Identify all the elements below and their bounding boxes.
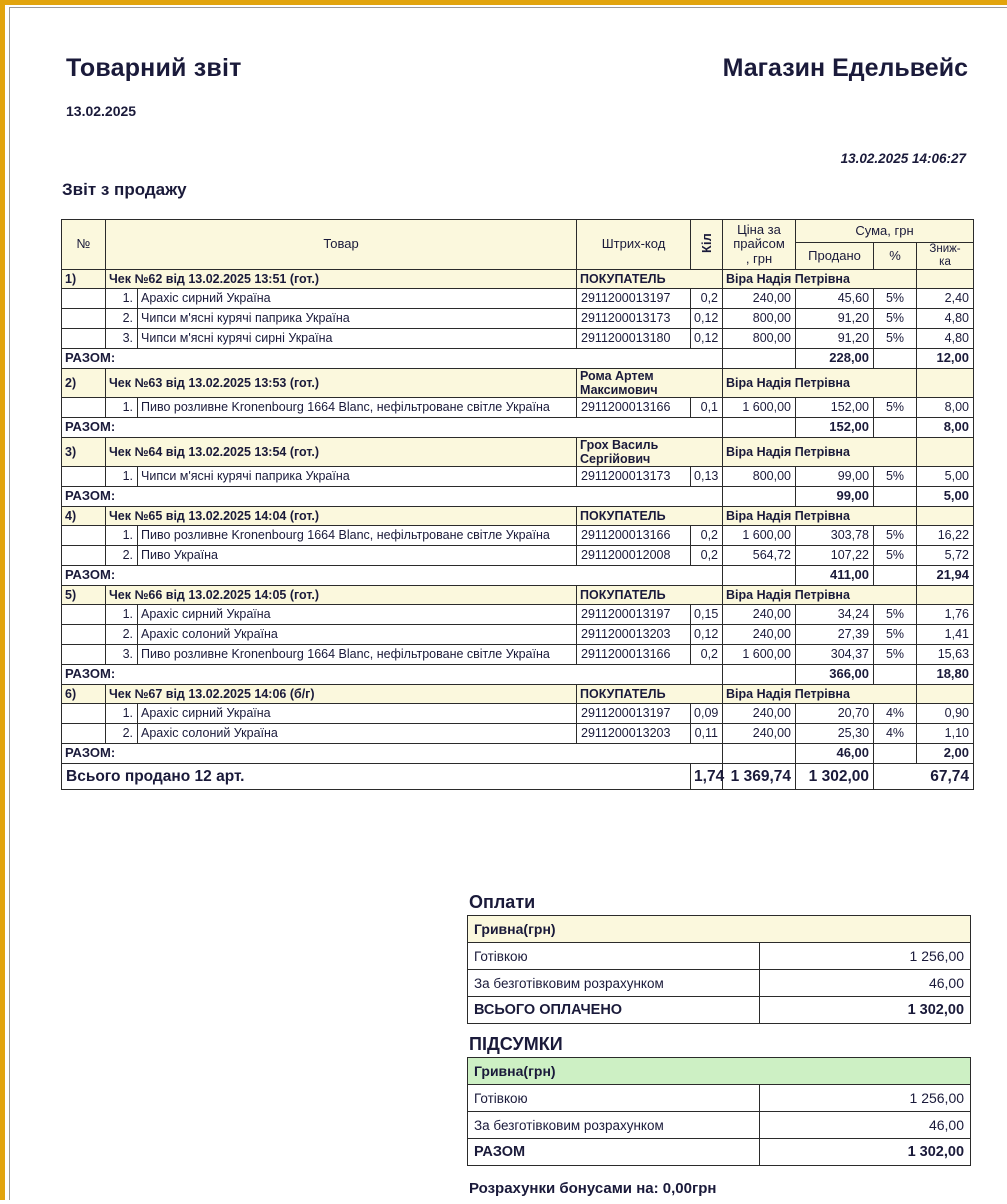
subtotal-price-pad xyxy=(723,348,796,368)
subtotal-pct-pad xyxy=(874,664,917,684)
receipt-customer: ПОКУПАТЕЛЬ xyxy=(577,269,723,288)
item-sold: 304,37 xyxy=(796,644,874,664)
item-qty: 0,12 xyxy=(691,308,723,328)
table-row xyxy=(62,288,974,308)
table-row xyxy=(62,703,974,723)
totals-table-body xyxy=(468,1058,971,1166)
item-sold: 20,70 xyxy=(796,703,874,723)
payment-total-label: ВСЬОГО ОПЛАЧЕНО xyxy=(468,997,760,1024)
receipt-number: 3) xyxy=(62,437,106,466)
item-name: Арахіс солоний Україна xyxy=(138,624,577,644)
receipt-header-row xyxy=(62,269,974,288)
item-price: 240,00 xyxy=(723,624,796,644)
item-qty: 0,12 xyxy=(691,328,723,348)
item-percent: 5% xyxy=(874,308,917,328)
item-sold: 152,00 xyxy=(796,397,874,417)
receipt-subtotal-row xyxy=(62,348,974,368)
item-index: 1. xyxy=(106,604,138,624)
item-name: Чипси м'ясні курячі паприка Україна xyxy=(138,466,577,486)
report-sheet xyxy=(10,8,1007,1204)
table-row xyxy=(62,328,974,348)
subtotal-pct-pad xyxy=(874,417,917,437)
payment-row xyxy=(468,970,971,997)
item-sold: 45,60 xyxy=(796,288,874,308)
item-spacer xyxy=(62,308,106,328)
item-price: 240,00 xyxy=(723,703,796,723)
item-barcode: 2911200013197 xyxy=(577,703,691,723)
subtotal-discount: 2,00 xyxy=(917,743,974,763)
receipt-header-row xyxy=(62,585,974,604)
item-qty: 0,2 xyxy=(691,545,723,565)
item-barcode: 2911200013173 xyxy=(577,308,691,328)
payment-row-label: За безготівковим розрахунком xyxy=(468,970,760,997)
receipt-cashier: Віра Надія Петрівна xyxy=(723,585,917,604)
item-barcode: 2911200013197 xyxy=(577,288,691,308)
item-index: 1. xyxy=(106,397,138,417)
payments-title: Оплати xyxy=(469,892,536,912)
item-qty: 0,2 xyxy=(691,644,723,664)
item-barcode: 2911200013203 xyxy=(577,624,691,644)
payments-table xyxy=(467,915,971,1024)
subtotal-label: РАЗОМ: xyxy=(62,348,723,368)
item-percent: 5% xyxy=(874,545,917,565)
item-sold: 91,20 xyxy=(796,328,874,348)
section-title: Звіт з продажу xyxy=(62,180,187,199)
item-spacer xyxy=(62,644,106,664)
item-discount: 8,00 xyxy=(917,397,974,417)
item-discount: 1,10 xyxy=(917,723,974,743)
payment-row xyxy=(468,943,971,970)
receipt-title: Чек №63 від 13.02.2025 13:53 (гот.) xyxy=(106,368,577,397)
receipt-customer: ПОКУПАТЕЛЬ xyxy=(577,506,723,525)
subtotal-sold: 152,00 xyxy=(796,417,874,437)
item-percent: 5% xyxy=(874,397,917,417)
item-barcode: 2911200013166 xyxy=(577,397,691,417)
item-spacer xyxy=(62,466,106,486)
item-sold: 303,78 xyxy=(796,525,874,545)
item-percent: 5% xyxy=(874,328,917,348)
receipt-header-row xyxy=(62,368,974,397)
item-index: 2. xyxy=(106,723,138,743)
item-barcode: 2911200013166 xyxy=(577,644,691,664)
item-name: Арахіс сирний Україна xyxy=(138,288,577,308)
receipt-header-pad xyxy=(917,269,974,288)
subtotal-discount: 18,80 xyxy=(917,664,974,684)
item-name: Арахіс сирний Україна xyxy=(138,604,577,624)
col-header-price: Ціна за прайсом , грн xyxy=(723,220,796,270)
receipt-number: 5) xyxy=(62,585,106,604)
store-name: Магазин Едельвейс xyxy=(722,54,968,82)
total-row-label: За безготівковим розрахунком xyxy=(468,1112,760,1139)
sales-table-body xyxy=(62,269,974,789)
item-price: 800,00 xyxy=(723,466,796,486)
receipt-number: 4) xyxy=(62,506,106,525)
item-discount: 15,63 xyxy=(917,644,974,664)
receipt-subtotal-row xyxy=(62,743,974,763)
receipt-cashier: Віра Надія Петрівна xyxy=(723,506,917,525)
col-header-discount: Зниж- ка xyxy=(917,243,974,270)
item-spacer xyxy=(62,624,106,644)
page-inner-border xyxy=(9,7,1007,1200)
total-total-value: 1 302,00 xyxy=(760,1139,971,1166)
item-name: Пиво розливне Kronenbourg 1664 Blanc, нефільтроване світле Україна xyxy=(138,644,577,664)
subtotal-price-pad xyxy=(723,664,796,684)
payment-total-value: 1 302,00 xyxy=(760,997,971,1024)
totals-block xyxy=(467,1034,970,1166)
col-header-sold: Продано xyxy=(796,243,874,270)
item-spacer xyxy=(62,525,106,545)
total-total-label: РАЗОМ xyxy=(468,1139,760,1166)
payments-block xyxy=(467,892,970,1024)
receipt-header-pad xyxy=(917,506,974,525)
grand-total-price: 1 369,74 xyxy=(723,763,796,789)
subtotal-discount: 12,00 xyxy=(917,348,974,368)
item-price: 800,00 xyxy=(723,328,796,348)
item-discount: 16,22 xyxy=(917,525,974,545)
subtotal-price-pad xyxy=(723,565,796,585)
receipt-title: Чек №62 від 13.02.2025 13:51 (гот.) xyxy=(106,269,577,288)
receipt-number: 2) xyxy=(62,368,106,397)
table-row xyxy=(62,644,974,664)
item-percent: 5% xyxy=(874,288,917,308)
grand-total-discount: 67,74 xyxy=(874,763,974,789)
payment-currency-row xyxy=(468,916,971,943)
item-name: Пиво Україна xyxy=(138,545,577,565)
col-header-no: № xyxy=(62,220,106,270)
item-discount: 0,90 xyxy=(917,703,974,723)
item-barcode: 2911200013173 xyxy=(577,466,691,486)
item-price: 240,00 xyxy=(723,604,796,624)
item-price: 564,72 xyxy=(723,545,796,565)
subtotal-label: РАЗОМ: xyxy=(62,743,723,763)
receipt-header-row xyxy=(62,506,974,525)
item-discount: 4,80 xyxy=(917,308,974,328)
sales-table xyxy=(61,219,974,790)
table-row xyxy=(62,525,974,545)
receipt-subtotal-row xyxy=(62,486,974,506)
item-index: 1. xyxy=(106,525,138,545)
receipt-customer: Грох Василь Сергійович xyxy=(577,437,723,466)
item-qty: 0,09 xyxy=(691,703,723,723)
receipt-customer: Рома Артем Максимович xyxy=(577,368,723,397)
item-index: 1. xyxy=(106,703,138,723)
table-row xyxy=(62,624,974,644)
table-row xyxy=(62,466,974,486)
item-qty: 0,2 xyxy=(691,288,723,308)
subtotal-discount: 5,00 xyxy=(917,486,974,506)
total-row xyxy=(468,1112,971,1139)
grand-total-label: Всього продано 12 арт. xyxy=(62,763,691,789)
print-timestamp: 13.02.2025 14:06:27 xyxy=(840,151,966,166)
subtotal-label: РАЗОМ: xyxy=(62,486,723,506)
item-index: 2. xyxy=(106,545,138,565)
item-barcode: 2911200013203 xyxy=(577,723,691,743)
item-spacer xyxy=(62,545,106,565)
payment-currency-label: Гривна(грн) xyxy=(468,916,971,943)
item-discount: 5,00 xyxy=(917,466,974,486)
totals-title: ПІДСУМКИ xyxy=(469,1034,563,1054)
item-index: 3. xyxy=(106,328,138,348)
item-index: 1. xyxy=(106,288,138,308)
item-qty: 0,12 xyxy=(691,624,723,644)
item-percent: 5% xyxy=(874,466,917,486)
total-currency-row xyxy=(468,1058,971,1085)
report-date: 13.02.2025 xyxy=(66,103,137,119)
item-sold: 91,20 xyxy=(796,308,874,328)
item-price: 1 600,00 xyxy=(723,644,796,664)
table-row xyxy=(62,545,974,565)
receipt-header-row xyxy=(62,437,974,466)
receipt-customer: ПОКУПАТЕЛЬ xyxy=(577,585,723,604)
item-discount: 5,72 xyxy=(917,545,974,565)
col-header-qty: Кіл xyxy=(691,220,723,270)
receipt-cashier: Віра Надія Петрівна xyxy=(723,684,917,703)
receipt-number: 1) xyxy=(62,269,106,288)
item-sold: 34,24 xyxy=(796,604,874,624)
table-row xyxy=(62,308,974,328)
item-percent: 5% xyxy=(874,644,917,664)
payment-row-label: Готівкою xyxy=(468,943,760,970)
subtotal-sold: 411,00 xyxy=(796,565,874,585)
total-currency-label: Гривна(грн) xyxy=(468,1058,971,1085)
payments-table-body xyxy=(468,916,971,1024)
item-percent: 5% xyxy=(874,525,917,545)
subtotal-sold: 99,00 xyxy=(796,486,874,506)
item-barcode: 2911200012008 xyxy=(577,545,691,565)
subtotal-sold: 366,00 xyxy=(796,664,874,684)
item-percent: 4% xyxy=(874,723,917,743)
receipt-cashier: Віра Надія Петрівна xyxy=(723,368,917,397)
subtotal-sold: 46,00 xyxy=(796,743,874,763)
item-price: 1 600,00 xyxy=(723,525,796,545)
subtotal-discount: 8,00 xyxy=(917,417,974,437)
receipt-header-pad xyxy=(917,684,974,703)
item-price: 240,00 xyxy=(723,723,796,743)
receipt-title: Чек №65 від 13.02.2025 14:04 (гот.) xyxy=(106,506,577,525)
payment-row-value: 46,00 xyxy=(760,970,971,997)
receipt-subtotal-row xyxy=(62,664,974,684)
item-discount: 1,41 xyxy=(917,624,974,644)
item-sold: 25,30 xyxy=(796,723,874,743)
table-row xyxy=(62,723,974,743)
subtotal-pct-pad xyxy=(874,348,917,368)
receipt-customer: ПОКУПАТЕЛЬ xyxy=(577,684,723,703)
item-name: Пиво розливне Kronenbourg 1664 Blanc, нефільтроване світле Україна xyxy=(138,525,577,545)
item-barcode: 2911200013166 xyxy=(577,525,691,545)
receipt-cashier: Віра Надія Петрівна xyxy=(723,269,917,288)
item-index: 2. xyxy=(106,308,138,328)
subtotal-label: РАЗОМ: xyxy=(62,417,723,437)
table-row xyxy=(62,397,974,417)
item-name: Чипси м'ясні курячі паприка Україна xyxy=(138,308,577,328)
item-percent: 5% xyxy=(874,624,917,644)
item-qty: 0,1 xyxy=(691,397,723,417)
receipt-cashier: Віра Надія Петрівна xyxy=(723,437,917,466)
item-price: 1 600,00 xyxy=(723,397,796,417)
item-spacer xyxy=(62,723,106,743)
receipt-header-pad xyxy=(917,585,974,604)
item-percent: 5% xyxy=(874,604,917,624)
total-row xyxy=(468,1085,971,1112)
item-spacer xyxy=(62,703,106,723)
item-qty: 0,15 xyxy=(691,604,723,624)
sales-table-container xyxy=(61,219,973,790)
item-discount: 1,76 xyxy=(917,604,974,624)
receipt-subtotal-row xyxy=(62,417,974,437)
item-qty: 0,13 xyxy=(691,466,723,486)
receipt-title: Чек №66 від 13.02.2025 14:05 (гот.) xyxy=(106,585,577,604)
item-barcode: 2911200013180 xyxy=(577,328,691,348)
total-row-value: 46,00 xyxy=(760,1112,971,1139)
item-qty: 0,11 xyxy=(691,723,723,743)
receipt-subtotal-row xyxy=(62,565,974,585)
receipt-header-row xyxy=(62,684,974,703)
receipt-number: 6) xyxy=(62,684,106,703)
item-qty: 0,2 xyxy=(691,525,723,545)
item-name: Пиво розливне Kronenbourg 1664 Blanc, нефільтроване світле Україна xyxy=(138,397,577,417)
subtotal-price-pad xyxy=(723,417,796,437)
total-total-row xyxy=(468,1139,971,1166)
item-spacer xyxy=(62,397,106,417)
totals-table xyxy=(467,1057,971,1166)
receipt-title: Чек №67 від 13.02.2025 14:06 (б/г) xyxy=(106,684,577,703)
item-name: Чипси м'ясні курячі сирні Україна xyxy=(138,328,577,348)
item-name: Арахіс сирний Україна xyxy=(138,703,577,723)
item-sold: 99,00 xyxy=(796,466,874,486)
subtotal-label: РАЗОМ: xyxy=(62,565,723,585)
grand-total-qty: 1,74 xyxy=(691,763,723,789)
item-percent: 4% xyxy=(874,703,917,723)
item-name: Арахіс солоний Україна xyxy=(138,723,577,743)
item-sold: 107,22 xyxy=(796,545,874,565)
item-spacer xyxy=(62,604,106,624)
item-discount: 4,80 xyxy=(917,328,974,348)
grand-total-sold: 1 302,00 xyxy=(796,763,874,789)
item-price: 240,00 xyxy=(723,288,796,308)
grand-total-row xyxy=(62,763,974,789)
item-discount: 2,40 xyxy=(917,288,974,308)
item-index: 2. xyxy=(106,624,138,644)
col-header-percent: % xyxy=(874,243,917,270)
item-index: 3. xyxy=(106,644,138,664)
subtotal-pct-pad xyxy=(874,486,917,506)
total-row-value: 1 256,00 xyxy=(760,1085,971,1112)
col-header-sum-group: Сума, грн xyxy=(796,220,974,243)
subtotal-pct-pad xyxy=(874,743,917,763)
subtotal-label: РАЗОМ: xyxy=(62,664,723,684)
subtotal-pct-pad xyxy=(874,565,917,585)
item-spacer xyxy=(62,288,106,308)
col-header-product: Товар xyxy=(106,220,577,270)
payment-total-row xyxy=(468,997,971,1024)
subtotal-discount: 21,94 xyxy=(917,565,974,585)
subtotal-sold: 228,00 xyxy=(796,348,874,368)
subtotal-price-pad xyxy=(723,486,796,506)
page-title: Товарний звіт xyxy=(66,54,242,82)
item-spacer xyxy=(62,328,106,348)
subtotal-price-pad xyxy=(723,743,796,763)
total-row-label: Готівкою xyxy=(468,1085,760,1112)
table-header-row-1 xyxy=(62,220,974,243)
item-index: 1. xyxy=(106,466,138,486)
col-header-barcode: Штрих-код xyxy=(577,220,691,270)
table-row xyxy=(62,604,974,624)
bonus-settlement-line: Розрахунки бонусами на: 0,00грн xyxy=(469,1180,717,1197)
receipt-header-pad xyxy=(917,437,974,466)
payment-row-value: 1 256,00 xyxy=(760,943,971,970)
receipt-title: Чек №64 від 13.02.2025 13:54 (гот.) xyxy=(106,437,577,466)
item-barcode: 2911200013197 xyxy=(577,604,691,624)
item-price: 800,00 xyxy=(723,308,796,328)
receipt-header-pad xyxy=(917,368,974,397)
item-sold: 27,39 xyxy=(796,624,874,644)
